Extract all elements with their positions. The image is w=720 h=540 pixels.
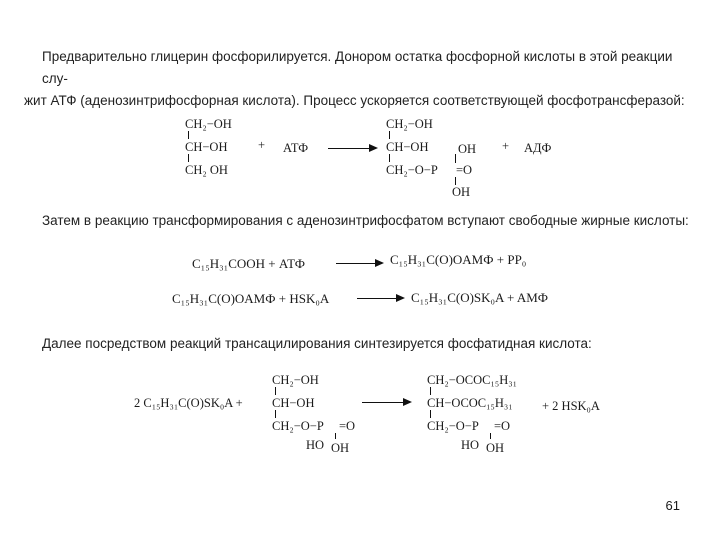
product-ch2oh: CH₂−OH <box>386 117 433 131</box>
paragraph-fatty-acids-text: Затем в реакцию трансформирования с аденозинтрифосфатом вступают свободные жирные кислоты: <box>42 213 689 228</box>
page-number: 61 <box>665 498 680 513</box>
paragraph-intro-line1: Предварительно глицерин фосфорилируется. Донором остатка фосфорной кислоты в этой реакции слу- <box>42 49 673 86</box>
phosphate-oh-top: OH <box>458 142 477 156</box>
reaction-arrow <box>357 298 403 299</box>
paragraph-intro <box>24 46 700 112</box>
phosphate-double-bond-o: =O <box>456 163 473 177</box>
reaction-arrow <box>362 402 410 403</box>
glycerophosphate-double-bond-o: =O <box>339 419 356 433</box>
bond-vertical <box>275 387 276 395</box>
plus-sign: + <box>258 138 266 152</box>
product-ch2o-p: CH₂−O−P <box>386 163 438 177</box>
adp-label: АДФ <box>524 141 552 155</box>
atp-label: АТФ <box>283 141 309 155</box>
bond-vertical <box>455 177 456 185</box>
glycerophosphate-choh: CH−OH <box>272 396 315 410</box>
phosphatidic-double-bond-o: =O <box>494 419 511 433</box>
bond-vertical <box>188 131 189 139</box>
glycerol-ch2oh-top: CH₂−OH <box>185 117 232 131</box>
plus-sign: + <box>502 139 510 153</box>
activation-reactants: C₁₅H₃₁COOH + АТФ <box>192 256 306 271</box>
glycerophosphate-ch2oh: CH₂−OH <box>272 373 319 387</box>
phosphate-oh-bottom: OH <box>452 185 471 199</box>
reaction-arrow <box>336 263 382 264</box>
glycerophosphate-oh: OH <box>331 441 350 455</box>
bond-vertical <box>389 154 390 162</box>
paragraph-transacylation-text: Далее посредством реакций трансацилирования синтезируется фосфатидная кислота: <box>42 336 592 351</box>
product-choh: CH−OH <box>386 140 429 154</box>
phosphatidic-ch-ester: CH−OCOC₁₅H₃₁ <box>427 396 513 410</box>
reaction-arrow <box>328 148 376 149</box>
coa-byproduct: + 2 HSK₀A <box>542 399 600 413</box>
phosphatidic-ch2o-p: CH₂−O−P <box>427 419 479 433</box>
bond-vertical <box>430 387 431 395</box>
bond-vertical <box>275 410 276 418</box>
coa-transfer-products: C₁₅H₃₁C(O)SK₀A + AMФ <box>411 290 549 305</box>
glycerophosphate-ho: HO <box>306 438 325 452</box>
coa-transfer-reactants: C₁₅H₃₁C(O)OAMФ + HSK₀A <box>172 291 330 306</box>
phosphatidic-oh: OH <box>486 441 505 455</box>
activation-products: C₁₅H₃₁C(O)OAMФ + PP₀ <box>390 252 527 267</box>
bond-vertical <box>430 410 431 418</box>
bond-vertical <box>188 154 189 162</box>
paragraph-transacylation <box>24 333 700 355</box>
bond-vertical <box>455 154 456 163</box>
paragraph-intro-line2: жит АТФ (аденозинтрифосфорная кислота). Процесс ускоряется соответствующей фосфотрансферазой: <box>24 93 685 108</box>
bond-vertical <box>335 433 336 439</box>
bond-vertical <box>490 433 491 439</box>
glycerol-choh: CH−OH <box>185 140 228 154</box>
bond-vertical <box>389 131 390 139</box>
glycerol-ch2oh-bottom: CH₂ OH <box>185 163 228 177</box>
phosphatidic-ho: HO <box>461 438 480 452</box>
acyl-coa-reagent: 2 C₁₅H₃₁C(O)SK₀A + <box>134 396 243 410</box>
phosphatidic-ch2-ester: CH₂−OCOC₁₅H₃₁ <box>427 373 517 387</box>
glycerophosphate-ch2o-p: CH₂−O−P <box>272 419 324 433</box>
paragraph-fatty-acids <box>24 210 700 232</box>
